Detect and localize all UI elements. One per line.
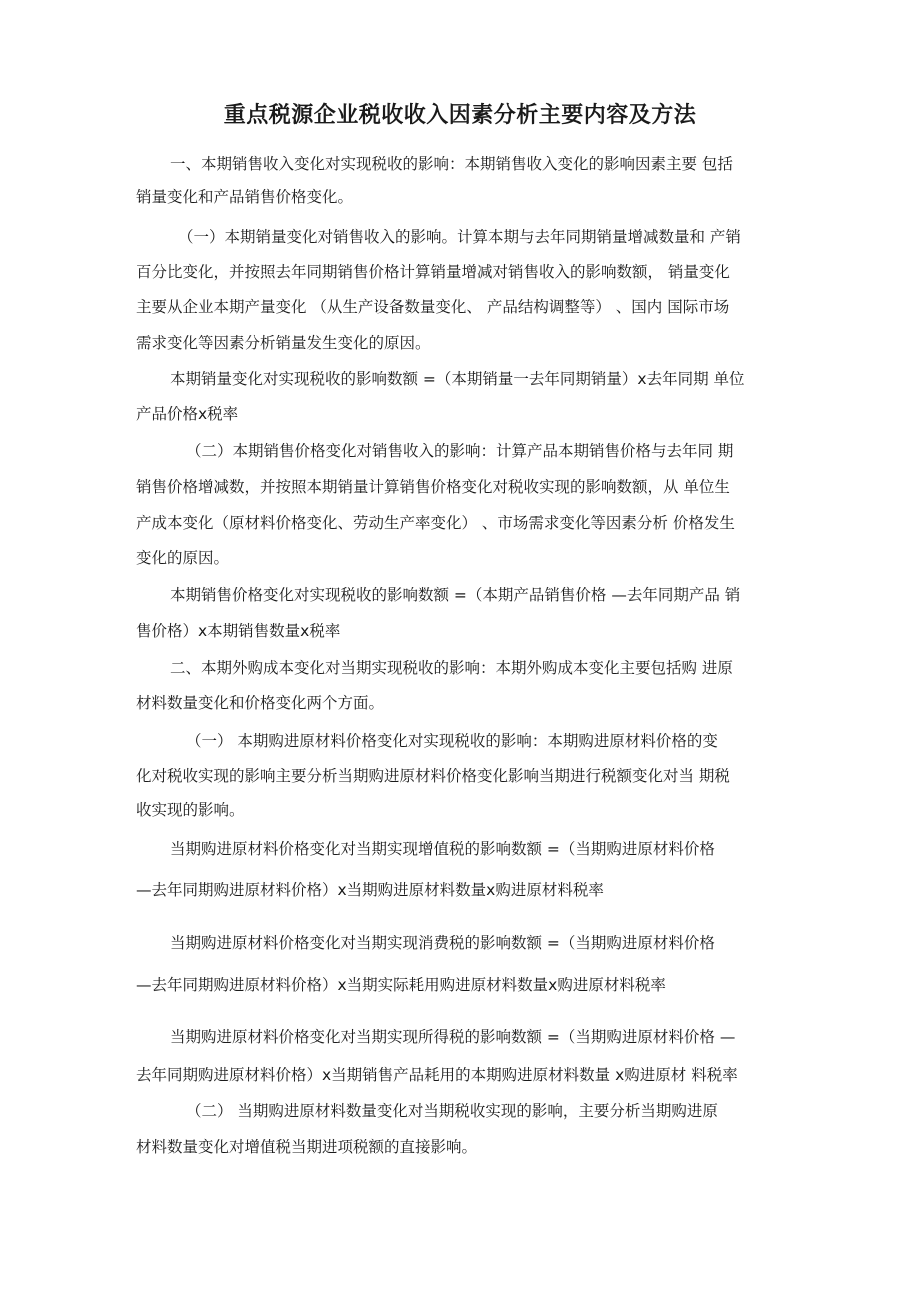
text-line: 产成本变化（原材料价格变化、劳动生产率变化） 、市场需求变化等因素分析 价格发生: [136, 514, 735, 532]
text-line: 当期购进原材料价格变化对当期实现消费税的影响数额 =（当期购进原材料价格: [170, 934, 715, 952]
text-line: 当期购进原材料价格变化对当期实现增值税的影响数额 =（当期购进原材料价格: [170, 840, 715, 858]
text-line: （二） 当期购进原材料数量变化对当期税收实现的影响，主要分析当期购进原: [186, 1102, 718, 1120]
text-line: 百分比变化，并按照去年同期销售价格计算销量增减对销售收入的影响数额， 销量变化: [136, 263, 730, 281]
document-title: 重点税源企业税收收入因素分析主要内容及方法: [223, 103, 697, 128]
text-line: —去年同期购进原材料价格）x当期实际耗用购进原材料数量x购进原材料税率: [136, 976, 666, 994]
text-line: 主要从企业本期产量变化 （从生产设备数量变化、 产品结构调整等） 、国内 国际市场: [136, 298, 730, 316]
text-line: （二）本期销售价格变化对销售收入的影响：计算产品本期销售价格与去年同 期: [186, 442, 734, 460]
text-line: 产品价格x税率: [136, 405, 239, 423]
text-line: 材料数量变化对增值税当期进项税额的直接影响。: [136, 1138, 478, 1156]
text-line: 材料数量变化和价格变化两个方面。: [136, 694, 385, 712]
text-line: 去年同期购进原材料价格）x当期销售产品耗用的本期购进原材料数量 x购进原材 料税率: [136, 1066, 738, 1084]
text-line: 一、本期销售收入变化对实现税收的影响：本期销售收入变化的影响因素主要 包括: [170, 155, 733, 173]
text-line: 变化的原因。: [136, 549, 230, 567]
text-line: 化对税收实现的影响主要分析当期购进原材料价格变化影响当期进行税额变化对当 期税: [136, 767, 730, 785]
text-line: 二、本期外购成本变化对当期实现税收的影响：本期外购成本变化主要包括购 进原: [170, 659, 733, 677]
text-line: （一） 本期购进原材料价格变化对实现税收的影响：本期购进原材料价格的变: [186, 732, 718, 750]
text-line: —去年同期购进原材料价格）x当期购进原材料数量x购进原材料税率: [136, 881, 604, 899]
text-line: 需求变化等因素分析销量发生变化的原因。: [136, 334, 431, 352]
text-line: 收实现的影响。: [136, 801, 245, 819]
text-line: 销售价格增减数，并按照本期销量计算销售价格变化对税收实现的影响数额，从 单位生: [136, 478, 730, 496]
text-line: 售价格）x本期销售数量x税率: [136, 622, 341, 640]
text-line: 本期销量变化对实现税收的影响数额 =（本期销量一去年同期销量）x去年同期 单位: [170, 370, 745, 388]
text-line: 本期销售价格变化对实现税收的影响数额 =（本期产品销售价格 —去年同期产品 销: [170, 586, 741, 604]
text-line: （一）本期销量变化对销售收入的影响。计算本期与去年同期销量增减数量和 产销: [178, 228, 741, 246]
text-line: 当期购进原材料价格变化对当期实现所得税的影响数额 =（当期购进原材料价格 —: [170, 1028, 736, 1046]
text-line: 销量变化和产品销售价格变化。: [136, 188, 354, 206]
